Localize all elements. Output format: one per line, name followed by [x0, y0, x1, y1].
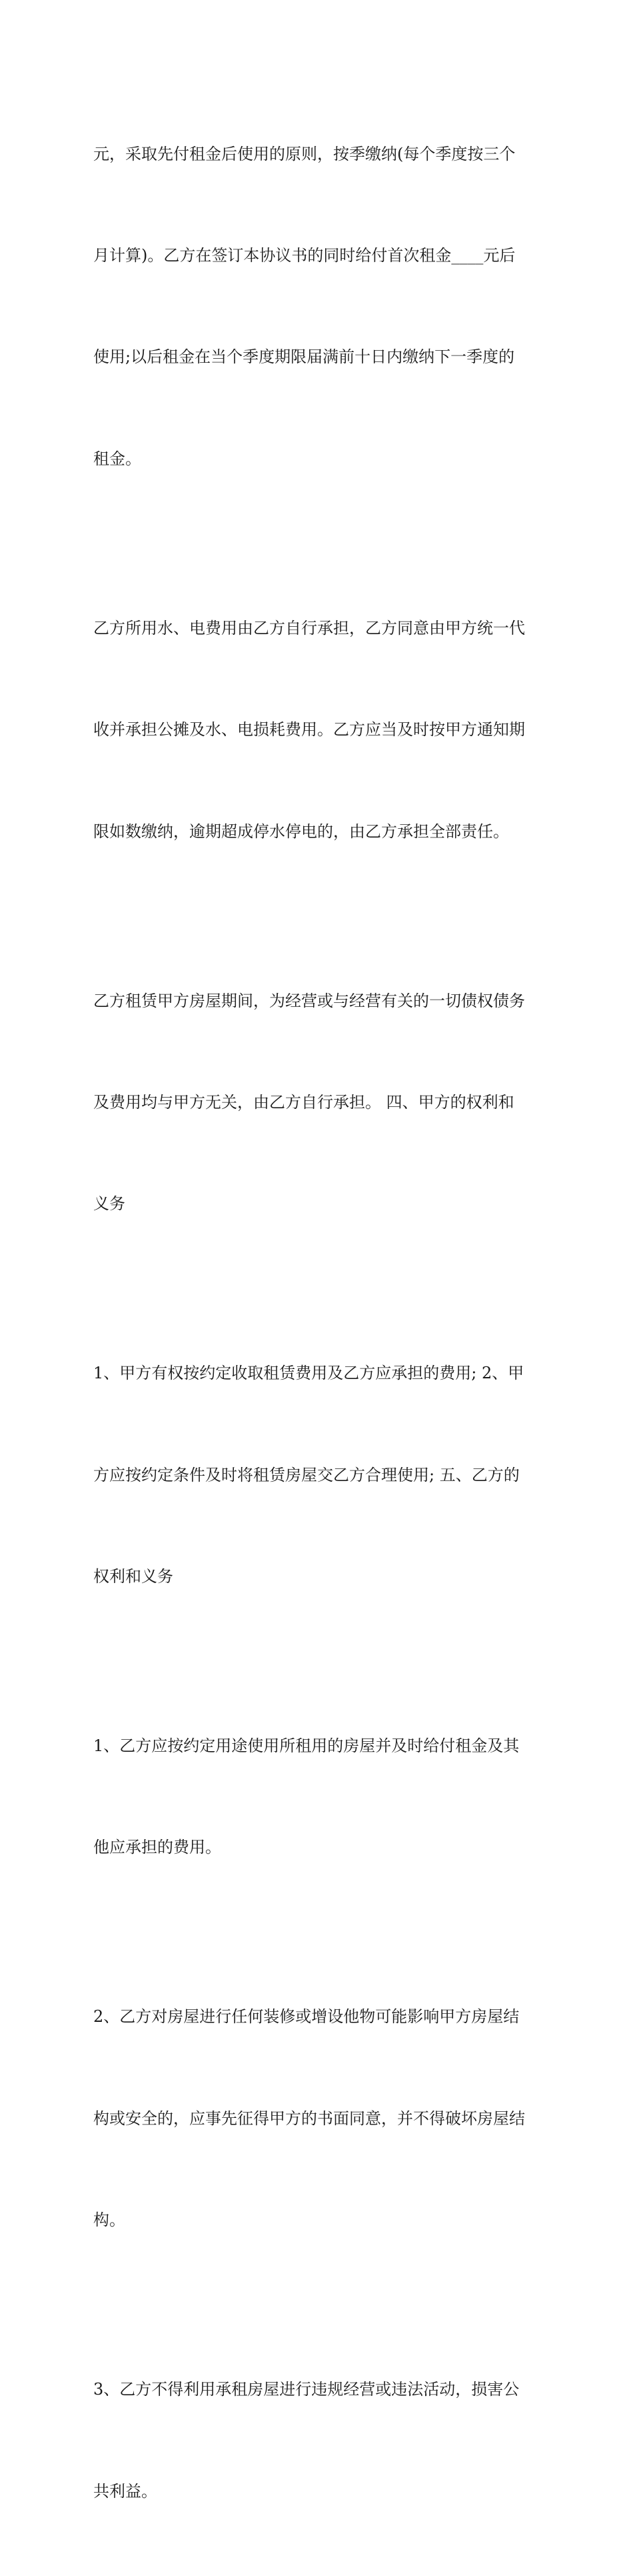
text-line: 权利和义务 — [93, 1567, 173, 1586]
document-body — [93, 69, 546, 2576]
text-line: 2、乙方对房屋进行任何装修或增设他物可能影响甲方房屋结 — [93, 2007, 520, 2027]
text-line: 3、乙方不得利用承租房屋进行违规经营或违法活动，损害公 — [93, 2380, 520, 2399]
text-line: 收并承担公摊及水、电损耗费用。乙方应当及时按甲方通知期 — [93, 720, 525, 740]
text-line: 1、甲方有权按约定收取租赁费用及乙方应承担的费用; 2、甲 — [93, 1364, 524, 1383]
text-line: 1、乙方应按约定用途使用所租用的房屋并及时给付租金及其 — [93, 1736, 520, 1756]
text-line: 限如数缴纳，逾期超成停水停电的，由乙方承担全部责任。 — [93, 822, 509, 841]
text-line: 乙方所用水、电费用由乙方自行承担，乙方同意由甲方统一代 — [93, 618, 525, 637]
paragraph-rent-payment — [93, 69, 546, 543]
paragraph-party-b-clause-3 — [93, 2305, 546, 2576]
text-line: 月计算)。乙方在签订本协议书的同时给付首次租金____元后 — [93, 245, 516, 265]
paragraph-party-a-rights — [93, 1289, 546, 1662]
text-line: 构。 — [93, 2211, 125, 2230]
paragraph-party-b-clause-1 — [93, 1661, 546, 1932]
text-line: 租金。 — [93, 449, 141, 468]
text-line: 及费用均与甲方无关，由乙方自行承担。 四、甲方的权利和 — [93, 1092, 514, 1112]
paragraph-utilities — [93, 543, 546, 916]
paragraph-party-b-clause-2 — [93, 1933, 546, 2305]
text-line: 使用;以后租金在当个季度期限届满前十日内缴纳下一季度的 — [93, 347, 515, 367]
text-line: 元，采取先付租金后使用的原则，按季缴纳(每个季度按三个 — [93, 144, 516, 163]
paragraph-debts — [93, 916, 546, 1289]
text-line: 他应承担的费用。 — [93, 1838, 221, 1857]
text-line: 构或安全的，应事先征得甲方的书面同意，并不得破坏房屋结 — [93, 2109, 525, 2128]
text-line: 方应按约定条件及时将租赁房屋交乙方合理使用; 五、乙方的 — [93, 1465, 520, 1484]
text-line: 共利益。 — [93, 2481, 157, 2501]
text-line: 义务 — [93, 1194, 125, 1214]
text-line: 乙方租赁甲方房屋期间，为经营或与经营有关的一切债权债务 — [93, 991, 525, 1010]
